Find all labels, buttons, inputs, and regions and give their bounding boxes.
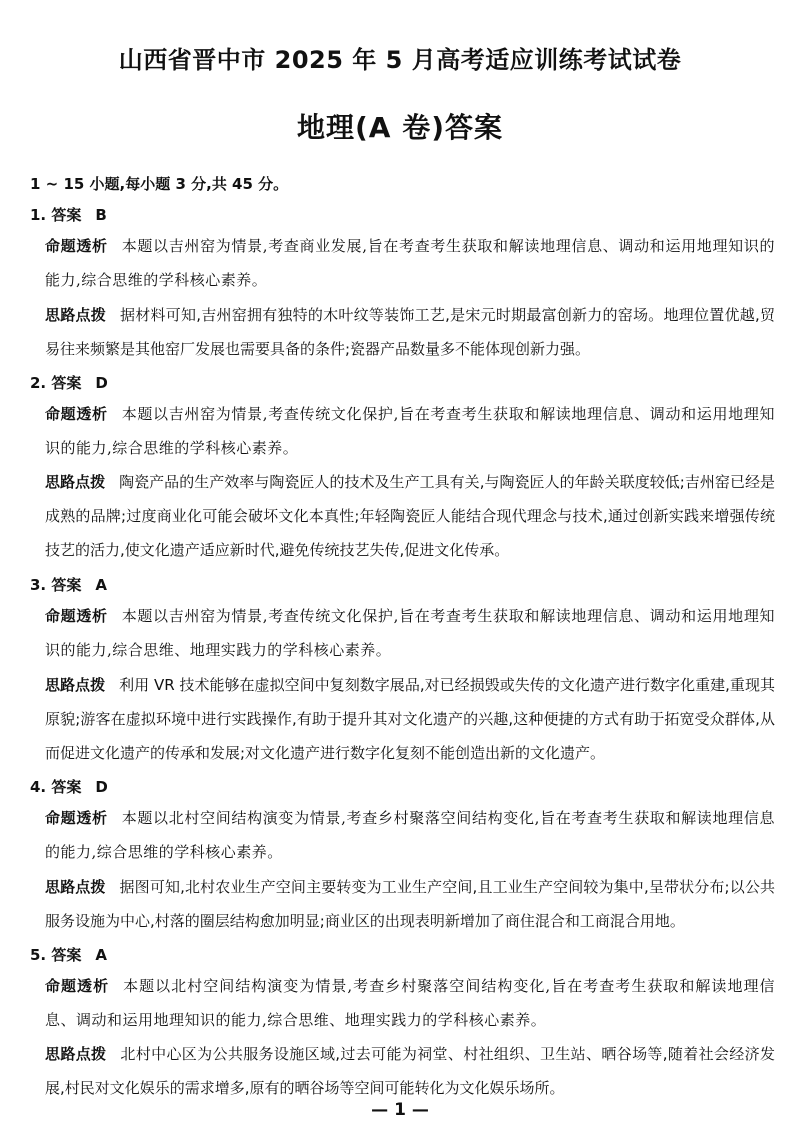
- analysis-text: 本题以吉州窑为情景,考查传统文化保护,旨在考查考生获取和解读地理信息、调动和运用地理知识的能力,综合思维、地理实践力的学科核心素养。: [45, 607, 775, 659]
- approach-text: 据材料可知,吉州窑拥有独特的木叶纹等装饰工艺,是宋元时期最富创新力的窑场。地理位置优越,贸易往来频繁是其他窑厂发展也需要具备的条件;瓷器产品数量多不能体现创新力强。: [45, 306, 775, 358]
- question-1-number: 1. 答案: [30, 206, 82, 224]
- approach-label: 思路点拨: [45, 473, 106, 491]
- question-4-choice: D: [95, 778, 108, 796]
- question-4-analysis: [45, 801, 775, 869]
- approach-label: 思路点拨: [45, 306, 106, 324]
- analysis-label: 命题透析: [45, 405, 108, 423]
- analysis-text: 本题以北村空间结构演变为情景,考查乡村聚落空间结构变化,旨在考查考生获取和解读地理信息的能力,综合思维的学科核心素养。: [45, 809, 775, 861]
- page-number: — 1 —: [371, 1100, 429, 1120]
- question-2-number: 2. 答案: [30, 374, 82, 392]
- question-4-approach: [45, 870, 775, 938]
- analysis-label: 命题透析: [45, 237, 108, 255]
- analysis-text: 本题以北村空间结构演变为情景,考查乡村聚落空间结构变化,旨在考查考生获取和解读地理信息、调动和运用地理知识的能力,综合思维、地理实践力的学科核心素养。: [45, 977, 775, 1029]
- section-intro: 1 ~ 15 小题,每小题 3 分,共 45 分。: [30, 175, 289, 193]
- analysis-label: 命题透析: [45, 607, 108, 625]
- question-4-number: 4. 答案: [30, 778, 82, 796]
- approach-label: 思路点拨: [45, 878, 106, 896]
- question-2-analysis: [45, 397, 775, 465]
- approach-label: 思路点拨: [45, 676, 106, 694]
- approach-text: 利用 VR 技术能够在虚拟空间中复刻数字展品,对已经损毁或失传的文化遗产进行数字化重建,重现其原貌;游客在虚拟环境中进行实践操作,有助于提升其对文化遗产的兴趣,这种便捷的方式有助于拓宽受众群体,从而促进文化遗产的传承和发展;对文化遗产进行数字化复刻不能创造出新的文化遗产。: [45, 676, 775, 762]
- question-5-choice: A: [95, 946, 107, 964]
- question-3-answer: [30, 574, 107, 595]
- question-1-approach: [45, 298, 775, 366]
- question-2-answer: [30, 372, 108, 393]
- analysis-label: 命题透析: [45, 977, 110, 995]
- question-1-choice: B: [95, 206, 107, 224]
- question-5-analysis: [45, 969, 775, 1037]
- analysis-text: 本题以吉州窑为情景,考查传统文化保护,旨在考查考生获取和解读地理信息、调动和运用地理知识的能力,综合思维的学科核心素养。: [45, 405, 775, 457]
- question-1-analysis: [45, 229, 775, 297]
- document-subtitle: 地理(A 卷)答案: [296, 111, 503, 144]
- question-3-choice: A: [95, 576, 107, 594]
- analysis-text: 本题以吉州窑为情景,考查商业发展,旨在考查考生获取和解读地理信息、调动和运用地理知识的能力,综合思维的学科核心素养。: [45, 237, 775, 289]
- question-3-approach: [45, 668, 775, 770]
- question-3-number: 3. 答案: [30, 576, 82, 594]
- document-title: 山西省晋中市 2025 年 5 月高考适应训练考试试卷: [118, 46, 682, 74]
- question-5-approach: [45, 1037, 775, 1105]
- question-4-answer: [30, 776, 108, 797]
- question-2-choice: D: [95, 374, 108, 392]
- approach-text: 北村中心区为公共服务设施区域,过去可能为祠堂、村社组织、卫生站、晒谷场等,随着社会经济发展,村民对文化娱乐的需求增多,原有的晒谷场等空间可能转化为文化娱乐场所。: [45, 1045, 775, 1097]
- question-2-approach: [45, 465, 775, 567]
- analysis-label: 命题透析: [45, 809, 108, 827]
- question-5-answer: [30, 944, 107, 965]
- approach-text: 陶瓷产品的生产效率与陶瓷匠人的技术及生产工具有关,与陶瓷匠人的年龄关联度较低;吉州窑已经是成熟的品牌;过度商业化可能会破坏文化本真性;年轻陶瓷匠人能结合现代理念与技术,通过创新实践来增强传统技艺的活力,使文化遗产适应新时代,避免传统技艺失传,促进文化传承。: [45, 473, 775, 559]
- approach-text: 据图可知,北村农业生产空间主要转变为工业生产空间,且工业生产空间较为集中,呈带状分布;以公共服务设施为中心,村落的圈层结构愈加明显;商业区的出现表明新增加了商住混合和工商混合用地。: [45, 878, 775, 930]
- question-5-number: 5. 答案: [30, 946, 82, 964]
- approach-label: 思路点拨: [45, 1045, 107, 1063]
- question-3-analysis: [45, 599, 775, 667]
- question-1-answer: [30, 204, 107, 225]
